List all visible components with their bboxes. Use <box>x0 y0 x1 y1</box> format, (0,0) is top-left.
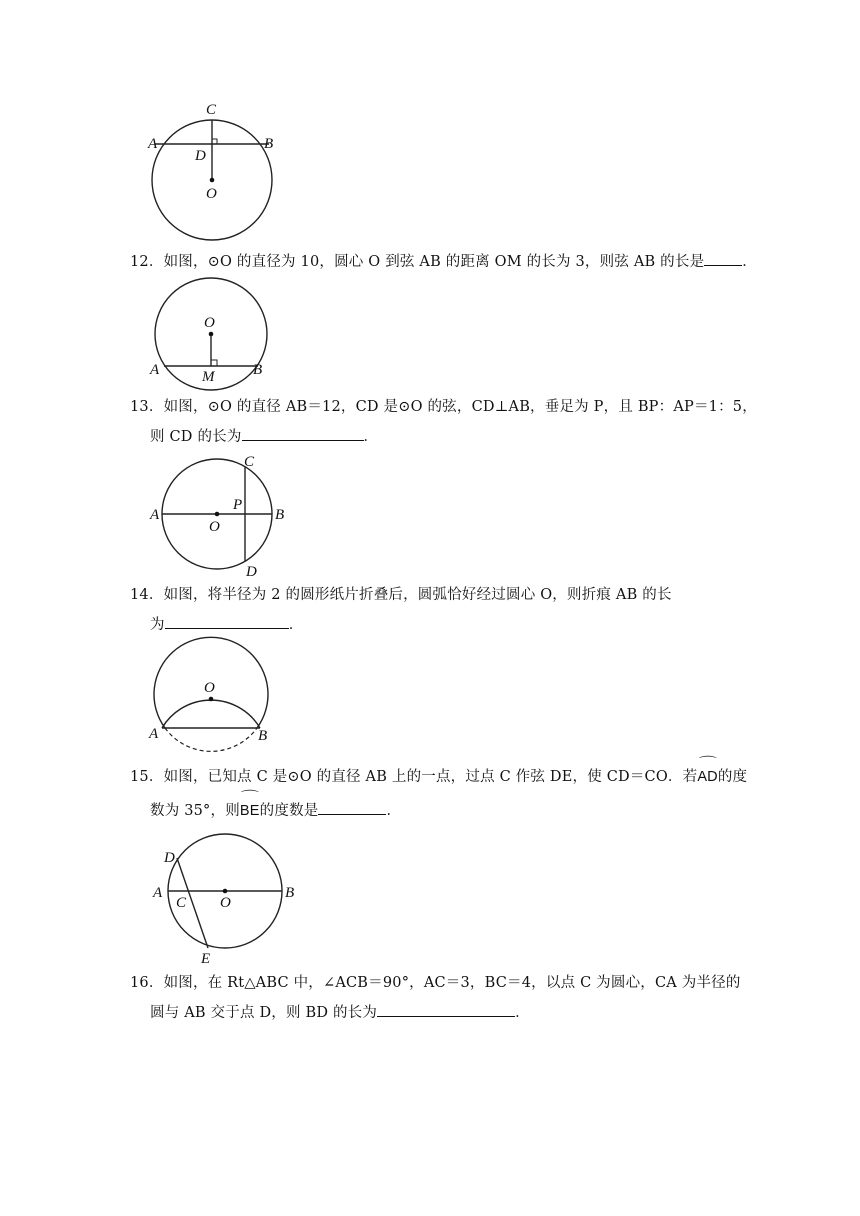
question-text: O 的直径为 10，圆心 O 到弦 AB 的距离 OM 的长为 3，则弦 AB 的长是 <box>220 254 705 270</box>
center-point <box>210 178 215 183</box>
question-end: ． <box>386 803 402 819</box>
question-text: 圆与 AB 交于点 D，则 BD 的长为 <box>150 1005 378 1021</box>
label-b: B <box>264 136 274 152</box>
folded-arc-dashed <box>165 728 257 751</box>
question-16-line-1 <box>130 968 740 998</box>
label-b: B <box>253 362 263 378</box>
question-16 <box>130 968 740 1028</box>
label-a: A <box>150 362 160 378</box>
question-text: 如图，将半径为 2 的圆形纸片折叠后，圆弧恰好经过圆心 O，则折痕 AB 的长 <box>163 587 672 603</box>
arc-ad: ⌒ AD <box>697 762 718 792</box>
question-end: ． <box>515 1005 530 1021</box>
question-15 <box>130 762 748 826</box>
figure-q11 <box>140 98 300 248</box>
question-text: 数为 35°，则 <box>150 803 240 819</box>
right-angle-mark <box>212 139 217 144</box>
question-16-line-2 <box>130 998 740 1028</box>
label-a: A <box>148 136 158 152</box>
question-15-line-2 <box>130 796 740 826</box>
center-point <box>209 697 214 702</box>
arc-be: ⌒ BE <box>240 796 260 826</box>
question-13-line-1 <box>130 392 757 422</box>
figure-q12-svg <box>140 277 280 387</box>
label-c: C <box>244 454 255 470</box>
question-number: 12． <box>130 254 164 270</box>
question-text: 如图，⊙O 的直径 AB＝12，CD 是⊙O 的弦，CD⊥AB，垂足为 P，且 BP：AP＝1：5， <box>163 399 757 415</box>
question-lead: 如图， <box>163 254 208 270</box>
center-point <box>215 512 220 517</box>
question-end: ． <box>742 254 757 270</box>
question-number: 13． <box>130 399 164 415</box>
label-c: C <box>176 895 187 911</box>
figure-q15 <box>140 836 310 966</box>
question-number: 15． <box>130 769 164 785</box>
figure-q12 <box>140 277 280 387</box>
question-14 <box>130 580 740 640</box>
answer-blank[interactable] <box>704 251 742 266</box>
label-a: A <box>149 726 159 742</box>
label-a: A <box>153 885 163 901</box>
question-13 <box>130 392 757 452</box>
label-m: M <box>202 369 215 385</box>
question-14-line-1 <box>130 580 740 610</box>
label-d: D <box>164 850 175 866</box>
label-p: P <box>233 497 243 513</box>
question-text: 的度数是 <box>259 803 319 819</box>
question-number: 14． <box>130 587 164 603</box>
label-o: O <box>206 186 217 202</box>
question-12 <box>130 247 757 277</box>
label-d: D <box>195 148 206 164</box>
label-a: A <box>150 507 160 523</box>
question-14-line-2 <box>130 610 740 640</box>
question-end: ． <box>288 617 304 633</box>
figure-q15-svg <box>140 836 310 966</box>
answer-blank[interactable] <box>377 1002 515 1017</box>
figure-q13-svg <box>140 452 300 580</box>
question-text: 的度 <box>717 769 748 785</box>
right-angle-mark <box>211 360 217 366</box>
figure-q14-svg <box>140 642 280 750</box>
question-number: 16． <box>130 975 164 991</box>
label-e: E <box>201 951 211 967</box>
question-text: 为 <box>150 617 165 633</box>
label-o: O <box>204 680 215 696</box>
question-13-line-2 <box>130 422 740 452</box>
folded-arc <box>162 700 260 728</box>
answer-blank[interactable] <box>242 426 364 441</box>
question-end: ． <box>363 429 379 445</box>
question-text: 则 CD 的长为 <box>150 429 242 445</box>
label-d: D <box>246 564 257 580</box>
answer-blank[interactable] <box>165 614 289 629</box>
figure-q11-svg <box>140 98 300 248</box>
question-text: 如图，已知点 C 是⊙O 的直径 AB 上的一点，过点 C 作弦 DE，使 CD＝CO．若 <box>163 769 698 785</box>
label-b: B <box>275 507 285 523</box>
label-b: B <box>285 885 295 901</box>
circle-symbol: ⊙ <box>207 254 221 270</box>
label-o: O <box>204 315 215 331</box>
center-point <box>223 889 228 894</box>
question-12-line <box>130 247 757 277</box>
figure-q13 <box>140 452 300 580</box>
label-o: O <box>209 519 220 535</box>
question-15-line-1 <box>130 762 748 792</box>
answer-blank[interactable] <box>318 800 386 815</box>
label-b: B <box>258 728 268 744</box>
label-o: O <box>220 895 231 911</box>
figure-q14 <box>140 642 280 750</box>
label-c: C <box>206 102 217 118</box>
center-point <box>209 332 214 337</box>
question-text: 如图，在 Rt△ABC 中，∠ACB＝90°，AC＝3，BC＝4，以点 C 为圆心，CA 为半径的 <box>163 975 741 991</box>
